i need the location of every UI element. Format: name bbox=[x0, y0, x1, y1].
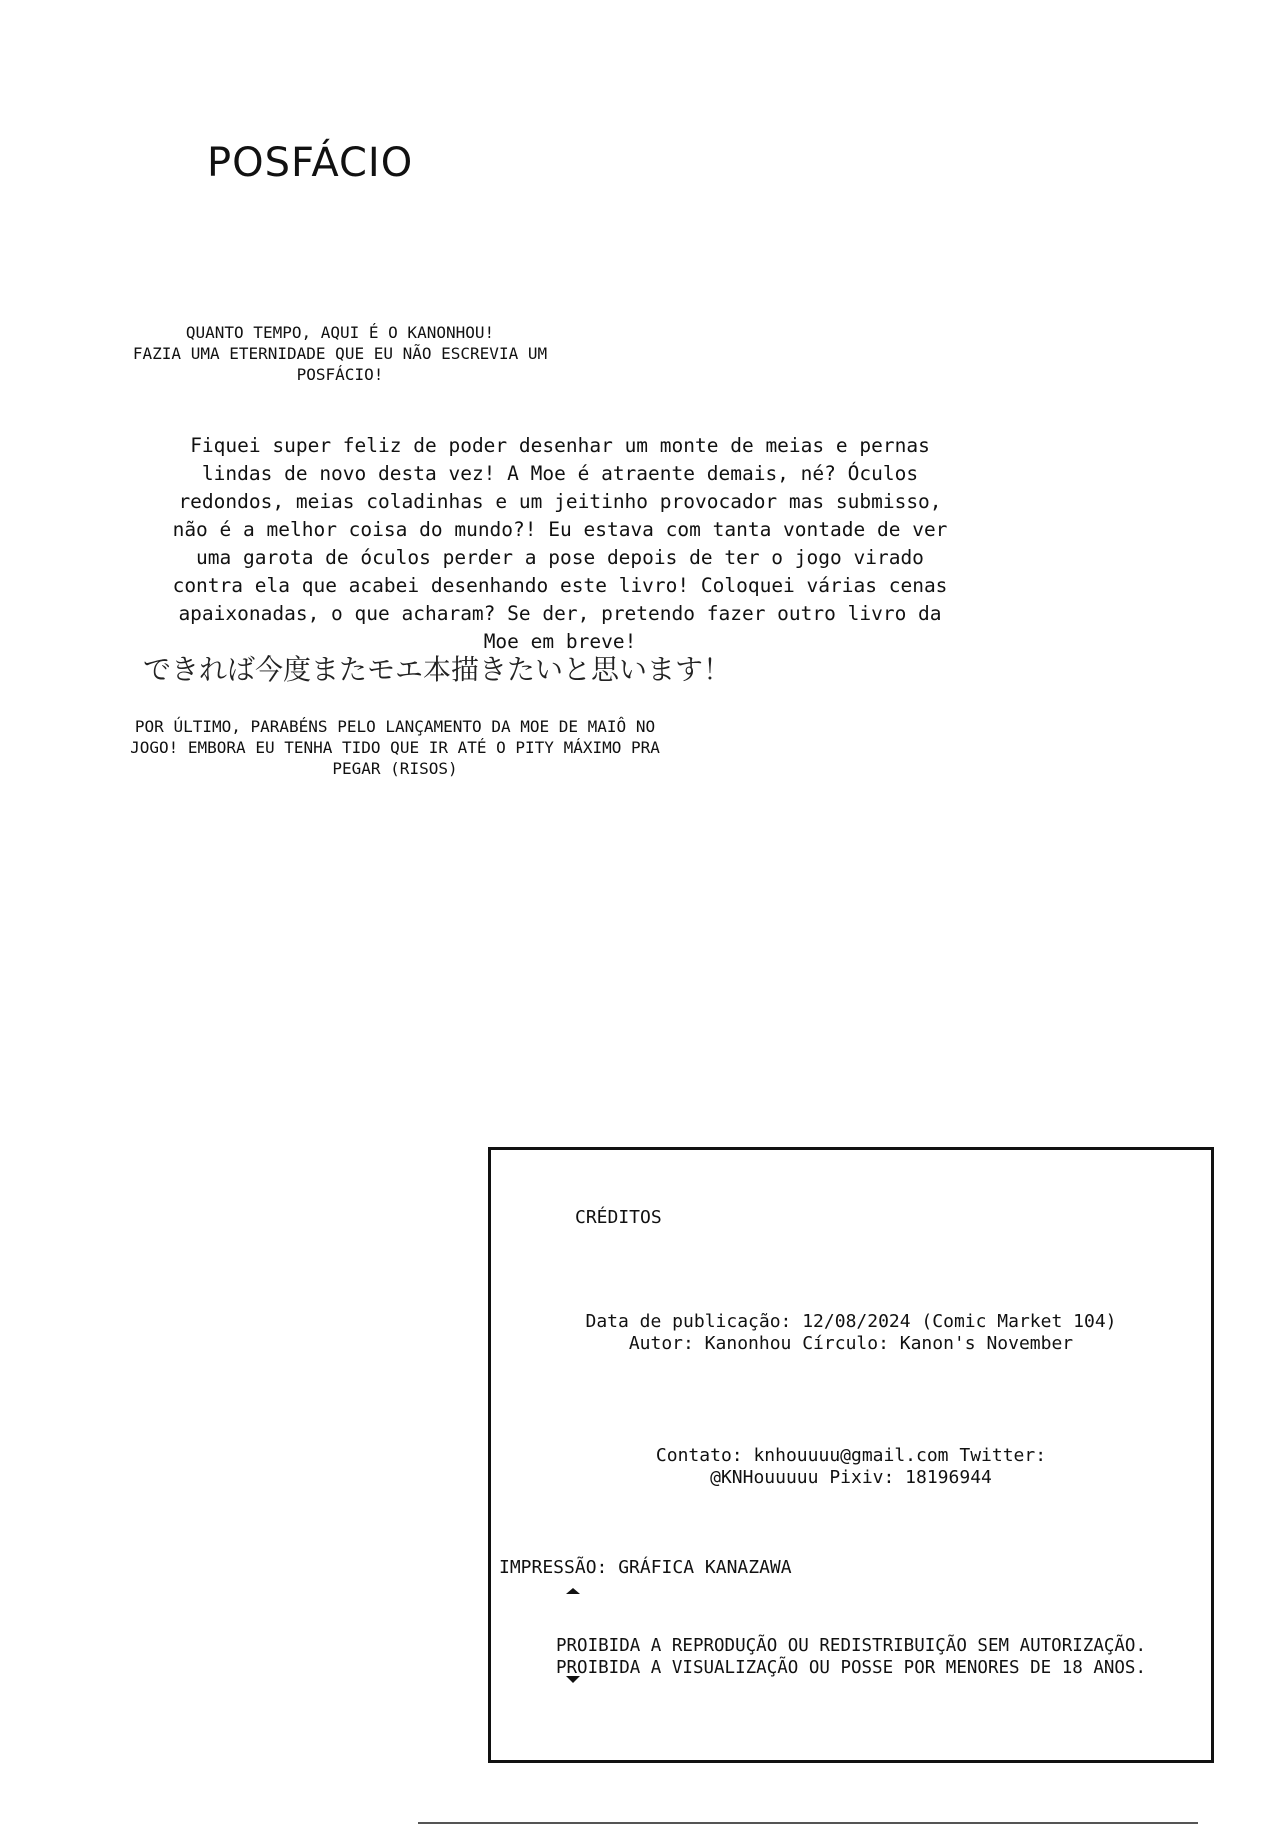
body-line: contra ela que acabei desenhando este livro! Coloquei várias cenas bbox=[172, 574, 948, 597]
afterword-body bbox=[140, 432, 980, 656]
credits-heading: CRÉDITOS bbox=[575, 1207, 662, 1228]
body-line: não é a melhor coisa do mundo?! Eu estava com tanta vontade de ver bbox=[172, 518, 948, 541]
page-title: POSFÁCIO bbox=[207, 140, 414, 186]
contact-line: @KNHouuuuu Pixiv: 18196944 bbox=[710, 1467, 992, 1488]
printing-info: IMPRESSÃO: GRÁFICA KANAZAWA bbox=[499, 1557, 792, 1578]
arrow-down-icon bbox=[566, 1676, 580, 1683]
body-line: Moe em breve! bbox=[483, 630, 637, 653]
body-line: uma garota de óculos perder a pose depois de ter o jogo virado bbox=[196, 546, 924, 569]
intro-paragraph bbox=[100, 322, 580, 385]
closing-line: PEGAR (RISOS) bbox=[332, 759, 458, 778]
credits-box bbox=[488, 1147, 1214, 1763]
arrow-up-icon bbox=[566, 1588, 580, 1594]
legal-notice: PROIBIDA A VISUALIZAÇÃO OU POSSE POR MENORES DE 18 ANOS. bbox=[555, 1658, 1146, 1678]
closing-line: POR ÚLTIMO, PARABÉNS PELO LANÇAMENTO DA MOE DE MAIÔ NO bbox=[134, 717, 656, 736]
closing-line: JOGO! EMBORA EU TENHA TIDO QUE IR ATÉ O PITY MÁXIMO PRA bbox=[130, 738, 660, 757]
closing-paragraph bbox=[95, 716, 695, 779]
body-line: apaixonadas, o que acharam? Se der, pretendo fazer outro livro da bbox=[178, 602, 942, 625]
body-line: lindas de novo desta vez! A Moe é atraente demais, né? Óculos bbox=[201, 462, 919, 485]
intro-line: POSFÁCIO! bbox=[296, 365, 384, 384]
intro-line: FAZIA UMA ETERNIDADE QUE EU NÃO ESCREVIA UM bbox=[132, 344, 548, 363]
author-circle: Autor: Kanonhou Círculo: Kanon's November bbox=[628, 1333, 1074, 1354]
body-line: redondos, meias coladinhas e um jeitinho provocador mas submisso, bbox=[178, 490, 942, 513]
japanese-residual-text: できれば今度またモエ本描きたいと思います！ bbox=[143, 653, 732, 686]
legal-notice: PROIBIDA A REPRODUÇÃO OU REDISTRIBUIÇÃO SEM AUTORIZAÇÃO. bbox=[555, 1636, 1146, 1656]
publication-date: Data de publicação: 12/08/2024 (Comic Market 104) bbox=[585, 1311, 1117, 1332]
intro-line: QUANTO TEMPO, AQUI É O KANONHOU! bbox=[185, 323, 495, 342]
contact-line: Contato: knhouuuu@gmail.com Twitter: bbox=[655, 1445, 1047, 1466]
body-line: Fiquei super feliz de poder desenhar um monte de meias e pernas bbox=[190, 434, 930, 457]
bottom-divider bbox=[418, 1822, 1198, 1824]
